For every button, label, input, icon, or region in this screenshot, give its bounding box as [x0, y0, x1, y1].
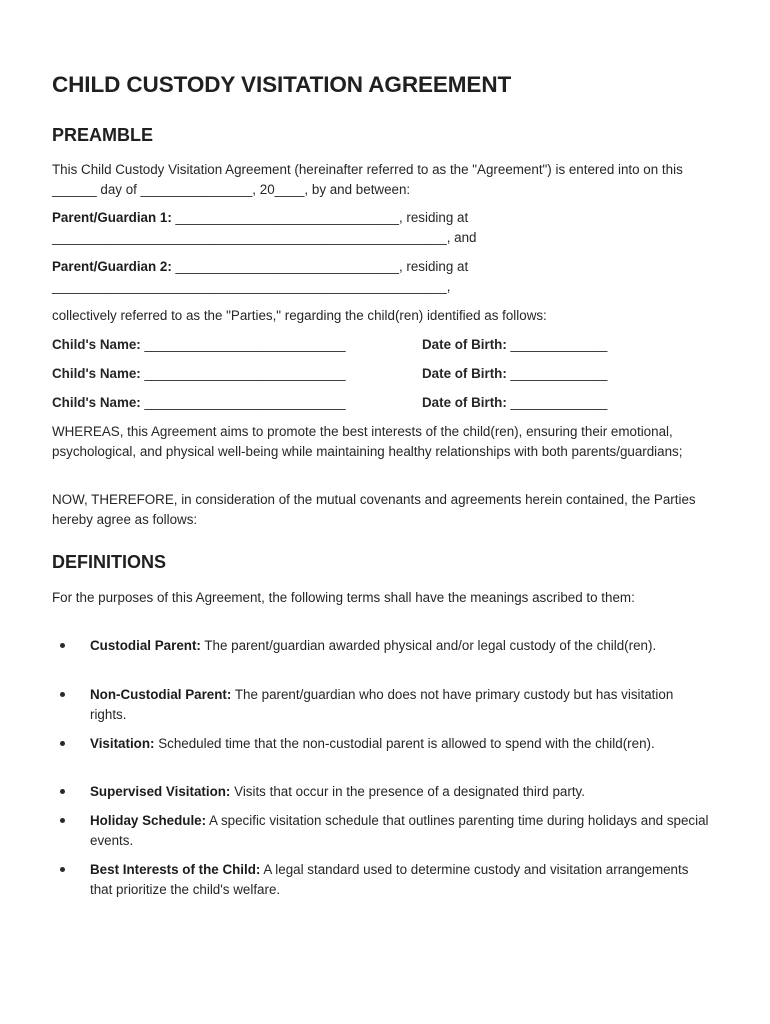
- definition-description: Scheduled time that the non-custodial parent is allowed to spend with the child(ren).: [154, 736, 655, 751]
- parent-guardian-2-label: Parent/Guardian 2:: [52, 259, 172, 274]
- definition-text: [90, 636, 712, 656]
- definition-description: A specific visitation schedule that outlines parenting time during holidays and special events.: [90, 813, 709, 848]
- child-name-blank: ___________________________: [140, 337, 346, 352]
- definition-term: Best Interests of the Child:: [90, 862, 261, 877]
- child-row: [52, 364, 608, 384]
- parent-guardian-1-label: Parent/Guardian 1:: [52, 210, 172, 225]
- preamble-heading: PREAMBLE: [52, 125, 154, 145]
- bullet-icon: [60, 643, 65, 648]
- definition-term: Holiday Schedule:: [90, 813, 207, 828]
- definition-text: [90, 734, 712, 754]
- bullet-icon: [60, 867, 65, 872]
- child-name-label: Child's Name:: [52, 337, 141, 352]
- child-name-blank: ___________________________: [140, 366, 346, 381]
- parent-guardian-2: [52, 257, 607, 296]
- date-of-birth: [422, 393, 607, 413]
- child-row: [52, 335, 608, 355]
- date-of-birth-blank: _____________: [506, 366, 608, 381]
- definition-text: [90, 782, 712, 802]
- definition-term: Supervised Visitation:: [90, 784, 231, 799]
- preamble-intro: This Child Custody Visitation Agreement (hereinafter referred to as the "Agreement") is entered into on this ______ day of _______________, 20____, by and between:: [52, 162, 683, 197]
- definition-description: The parent/guardian who does not have primary custody but has visitation rights.: [90, 687, 674, 722]
- bullet-icon: [60, 741, 65, 746]
- definition-description: The parent/guardian awarded physical and/or legal custody of the child(ren).: [200, 638, 657, 653]
- child-row: [52, 393, 608, 413]
- whereas-clause: WHEREAS, this Agreement aims to promote the best interests of the child(ren), ensuring their emotional, psychological, and physical well-being while maintaining healthy relationships with both parents/guardians;: [52, 424, 683, 459]
- child-name-label: Child's Name:: [52, 366, 141, 381]
- definition-description: Visits that occur in the presence of a designated third party.: [230, 784, 585, 799]
- definitions-intro: For the purposes of this Agreement, the following terms shall have the meanings ascribed to them:: [52, 590, 635, 605]
- child-name-blank: ___________________________: [140, 395, 346, 410]
- definition-description: A legal standard used to determine custody and visitation arrangements that prioritize the child's welfare.: [90, 862, 689, 897]
- date-of-birth-label: Date of Birth:: [422, 395, 507, 410]
- definition-text: [90, 685, 712, 724]
- definitions-heading: DEFINITIONS: [52, 552, 167, 572]
- date-of-birth: [422, 364, 607, 384]
- bullet-icon: [60, 692, 65, 697]
- parent-guardian-2-blank: ______________________________, residing at _____________________________________________________,: [52, 259, 469, 294]
- document-title: CHILD CUSTODY VISITATION AGREEMENT: [52, 72, 512, 97]
- date-of-birth-blank: _____________: [506, 395, 608, 410]
- definition-text: [90, 860, 712, 899]
- bullet-icon: [60, 818, 65, 823]
- child-name-label: Child's Name:: [52, 395, 141, 410]
- parent-guardian-1-blank: ______________________________, residing at _____________________________________________________, and: [52, 210, 477, 245]
- bullet-icon: [60, 789, 65, 794]
- parent-guardian-1: [52, 208, 607, 247]
- date-of-birth-label: Date of Birth:: [422, 337, 507, 352]
- date-of-birth-blank: _____________: [506, 337, 608, 352]
- definition-term: Visitation:: [90, 736, 155, 751]
- definition-text: [90, 811, 712, 850]
- now-therefore-clause: NOW, THEREFORE, in consideration of the mutual covenants and agreements herein contained, the Parties hereby agree as follows:: [52, 492, 696, 527]
- definition-term: Non-Custodial Parent:: [90, 687, 232, 702]
- definition-term: Custodial Parent:: [90, 638, 201, 653]
- date-of-birth-label: Date of Birth:: [422, 366, 507, 381]
- collectively-text: collectively referred to as the "Parties," regarding the child(ren) identified as follows:: [52, 308, 547, 323]
- date-of-birth: [422, 335, 607, 355]
